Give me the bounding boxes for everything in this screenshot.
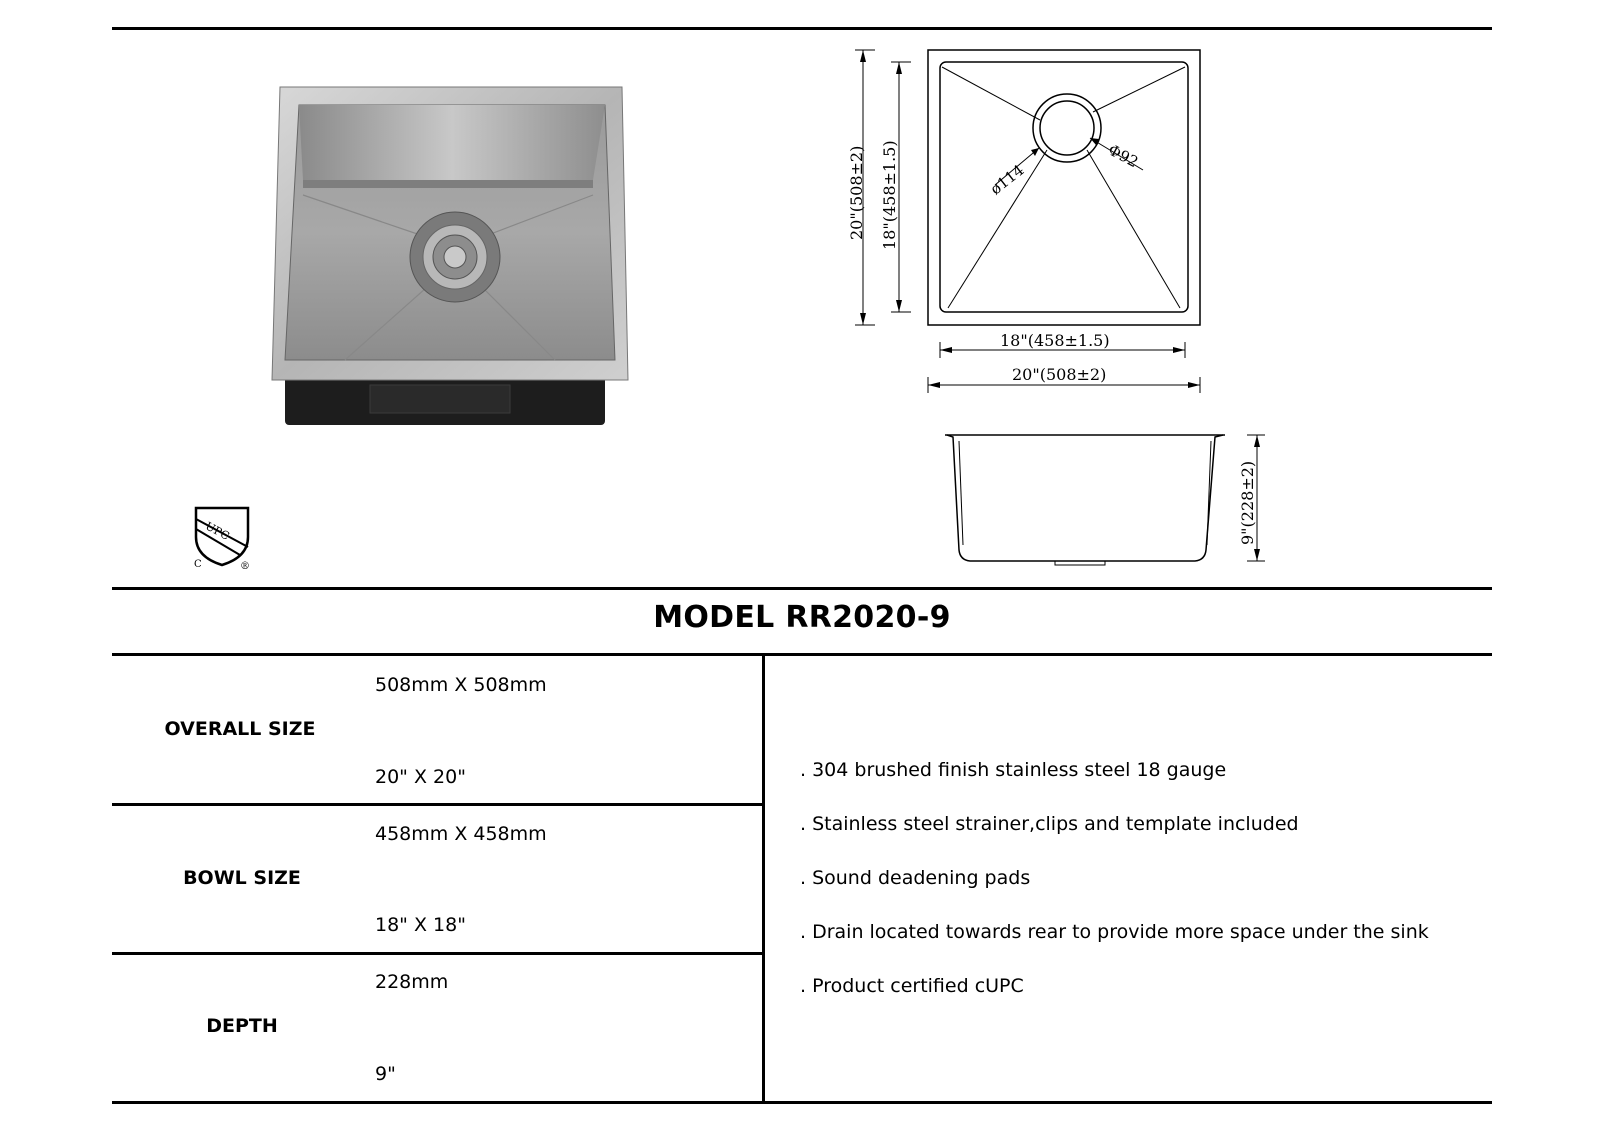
title-bottom-rule: [112, 653, 1492, 656]
width-inner-label: 18"(458±1.5): [1000, 331, 1110, 350]
feature-item: . 304 brushed finish stainless steel 18 gauge: [800, 759, 1227, 781]
drain-outer-label: ø114: [986, 160, 1028, 199]
title-top-rule: [112, 587, 1492, 590]
bowl-size-metric: 458mm X 458mm: [375, 823, 547, 845]
top-rule: [112, 27, 1492, 30]
depth-imperial: 9": [375, 1063, 396, 1085]
svg-text:®: ®: [240, 561, 250, 570]
feature-item: . Sound deadening pads: [800, 867, 1031, 889]
depth-inner-label: 18"(458±1.5): [880, 140, 899, 250]
width-outer-label: 20"(508±2): [1012, 365, 1107, 384]
feature-item: . Drain located towards rear to provide more space under the sink: [800, 921, 1429, 943]
feature-item: . Product certified cUPC: [800, 975, 1024, 997]
sink-photo: [255, 85, 645, 435]
bowl-size-imperial: 18" X 18": [375, 914, 466, 936]
svg-text:UPC: UPC: [203, 519, 232, 543]
top-view-drawing: [845, 40, 1225, 400]
drain-inner-label: Φ92: [1105, 140, 1142, 172]
cupc-logo: [188, 505, 258, 570]
shield-icon: [188, 505, 258, 570]
feature-item: . Stainless steel strainer,clips and template included: [800, 813, 1299, 835]
bottom-rule: [112, 1101, 1492, 1104]
depth-outer-label: 20"(508±2): [847, 145, 866, 240]
overall-size-metric: 508mm X 508mm: [375, 674, 547, 696]
bowl-size-label: BOWL SIZE: [183, 867, 301, 889]
height-label: 9"(228±2): [1238, 460, 1257, 545]
side-view-drawing: [935, 425, 1265, 575]
overall-size-imperial: 20" X 20": [375, 766, 466, 788]
svg-text:C: C: [194, 559, 202, 570]
overall-size-label: OVERALL SIZE: [164, 718, 316, 740]
row-rule: [112, 803, 764, 806]
depth-metric: 228mm: [375, 971, 449, 993]
page-title: MODEL RR2020-9: [653, 600, 951, 635]
table-divider: [762, 655, 765, 1103]
depth-label: DEPTH: [206, 1015, 278, 1037]
row-rule: [112, 952, 764, 955]
